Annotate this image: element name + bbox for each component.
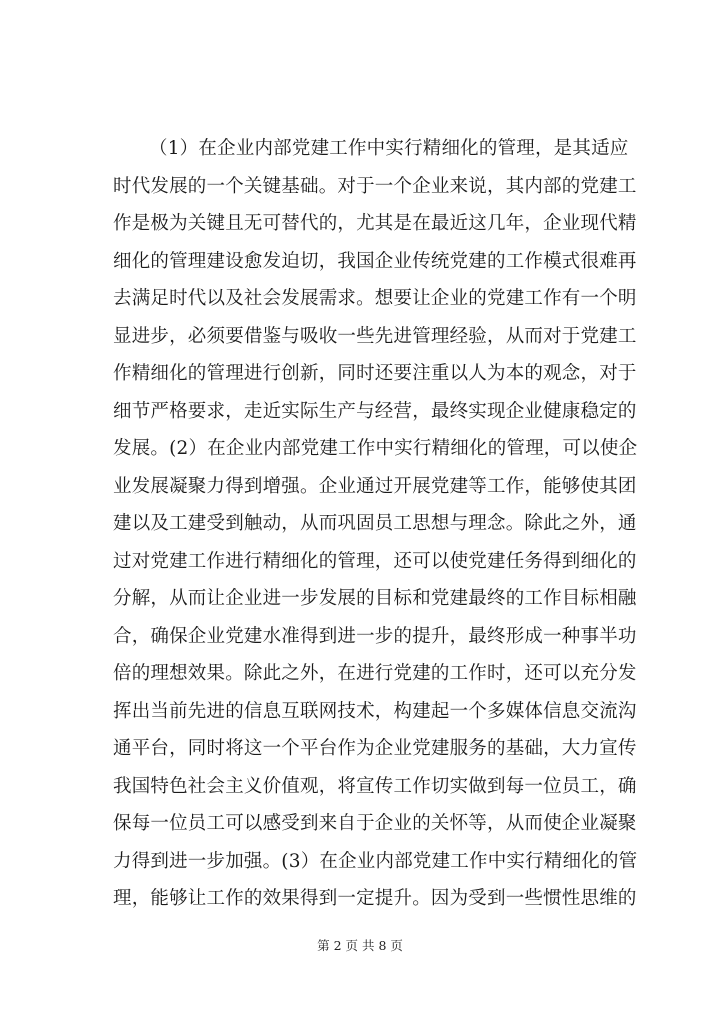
text-line: 时代发展的一个关键基础。对于一个企业来说，其内部的党建工	[113, 175, 637, 197]
text-line: 分解，从而让企业进一步发展的目标和党建最终的工作目标相融	[113, 588, 637, 609]
text-line: 建以及工建受到触动，从而巩固员工思想与理念。除此之外，通	[113, 513, 637, 534]
text-line: 我国特色社会主义价值观，将宣传工作切实做到每一位员工，确	[113, 775, 637, 797]
text-line: 倍的理想效果。除此之外，在进行党建的工作时，还可以充分发	[113, 663, 637, 684]
text-line: 合，确保企业党建水准得到进一步的提升，最终形成一种事半功	[113, 625, 637, 647]
text-line: 作是极为关键且无可替代的，尤其是在最近这几年，企业现代精	[113, 213, 637, 234]
text-line: 作精细化的管理进行创新，同时还要注重以人为本的观念，对于	[113, 363, 637, 384]
text-line: 显进步，必须要借鉴与吸收一些先进管理经验，从而对于党建工	[113, 325, 637, 347]
text-line: 去满足时代以及社会发展需求。想要让企业的党建工作有一个明	[113, 288, 637, 309]
text-line: 保每一位员工可以感受到来自于企业的关怀等，从而使企业凝聚	[113, 813, 637, 834]
text-line: 细节严格要求，走近实际生产与经营，最终实现企业健康稳定的	[113, 400, 637, 422]
text-line: 过对党建工作进行精细化的管理，还可以使党建任务得到细化的	[113, 550, 637, 572]
text-line: 理，能够让工作的效果得到一定提升。因为受到一些惯性思维的	[113, 888, 637, 909]
text-line: 通平台，同时将这一个平台作为企业党建服务的基础，大力宣传	[113, 738, 637, 759]
page-number-footer: 第 2 页 共 8 页	[317, 938, 403, 953]
text-line: 挥出当前先进的信息互联网技术，构建起一个多媒体信息交流沟	[113, 700, 637, 722]
text-line: 业发展凝聚力得到增强。企业通过开展党建等工作，能够使其团	[113, 475, 637, 497]
text-line: 细化的管理建设愈发迫切，我国企业传统党建的工作模式很难再	[113, 250, 637, 272]
body-paragraph	[113, 130, 638, 918]
text-line: （1）在企业内部党建工作中实行精细化的管理，是其适应	[149, 138, 629, 159]
text-line: 发展。(2）在企业内部党建工作中实行精细化的管理，可以使企	[113, 438, 638, 459]
text-line: 力得到进一步加强。(3）在企业内部党建工作中实行精细化的管	[113, 850, 638, 872]
